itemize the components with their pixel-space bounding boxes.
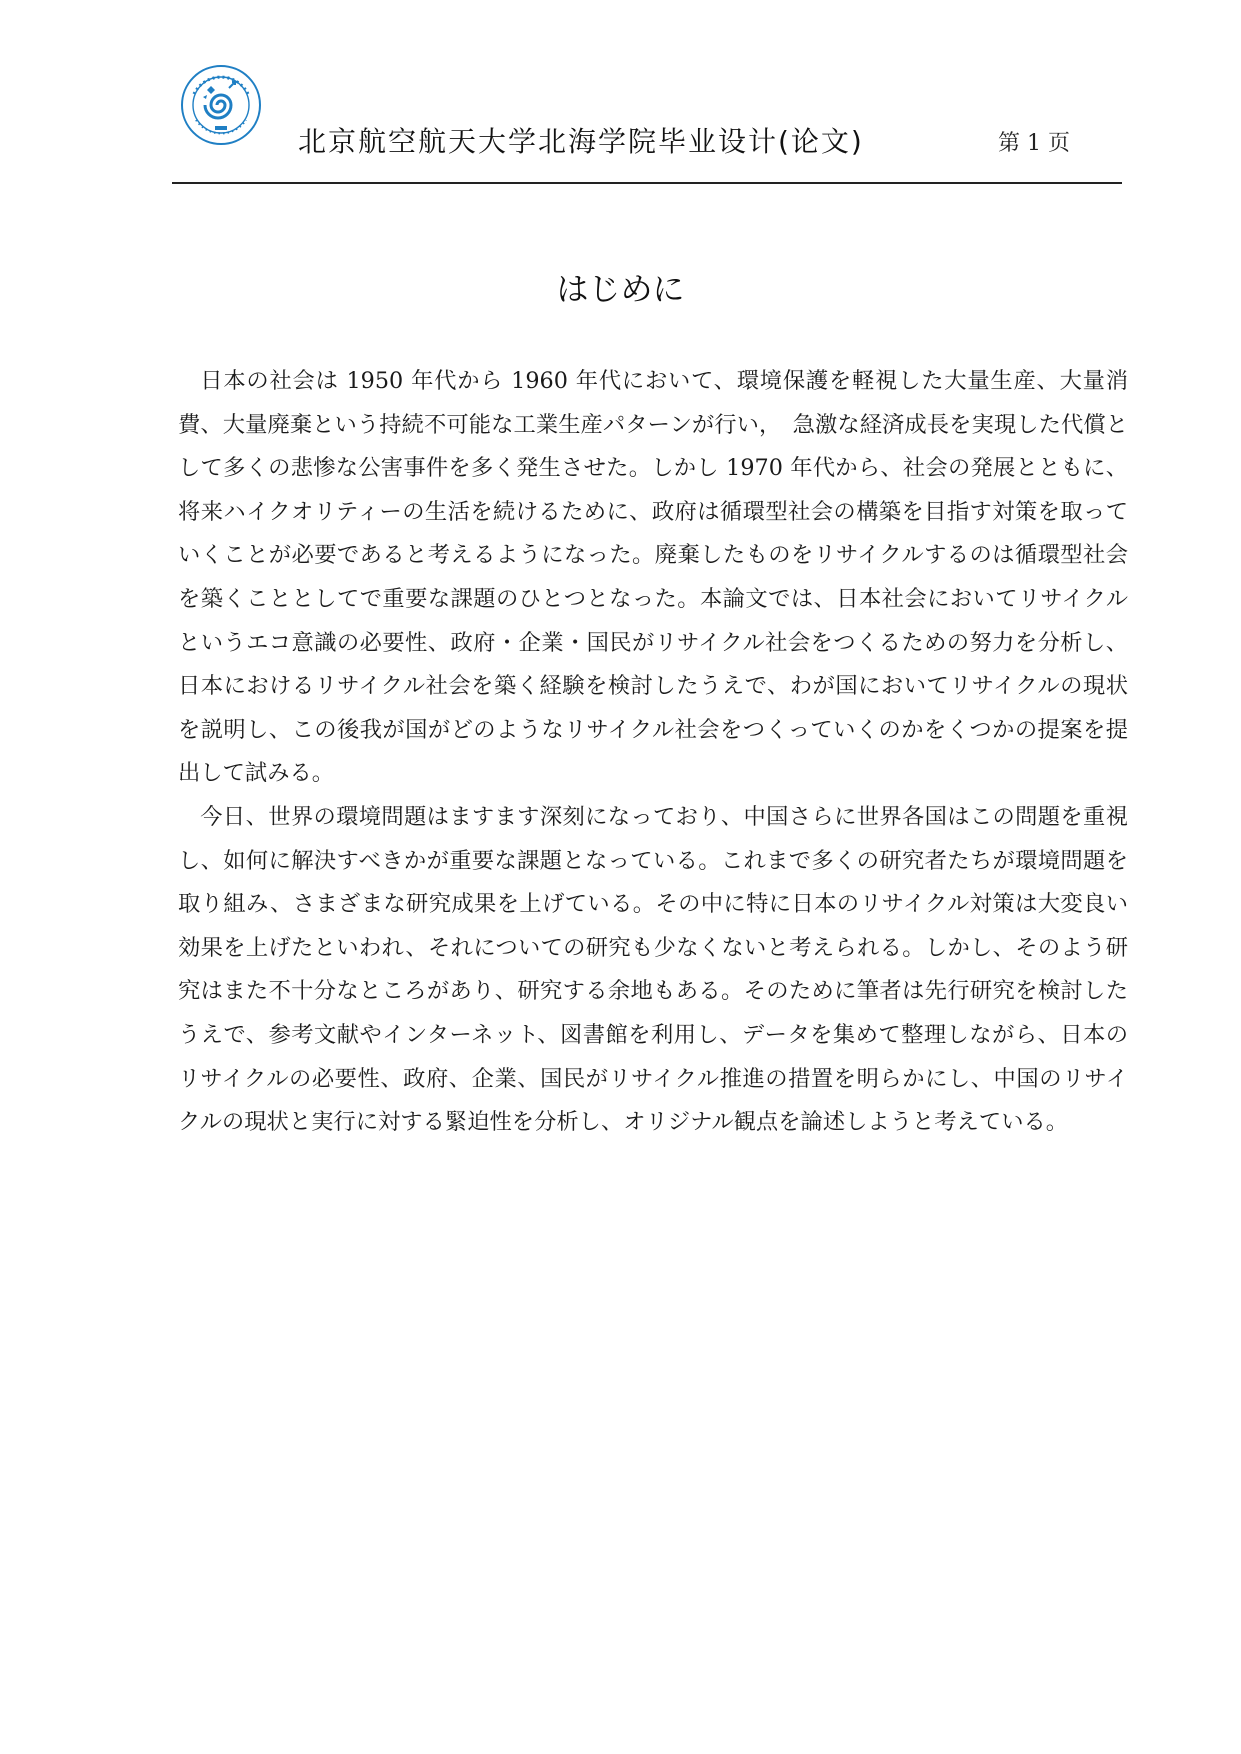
paragraph: 日本の社会は 1950 年代から 1960 年代において、環境保護を軽視した大量生産、大量消費、大量廃棄という持続不可能な工業生産パターンが行い， 急激な経済成長を実現した代償として多くの悲惨な公害事件を多く発生させた。しかし 1970 年代から、社会の発展とともに、将来ハイクオリティーの生活を続けるために、政府は循環型社会の構築を目指す対策を取っていくことが必要であると考えるようになった。廃棄したものをリサイクルするのは循環型社会を築くこととしてで重要な課題のひとつとなった。本論文では、日本社会においてリサイクルというエコ意識の必要性、政府・企業・国民がリサイクル社会をつくるための努力を分析し、日本におけるリサイクル社会を築く経験を検討したうえで、わが国においてリサイクルの現状を説明し、この後我が国がどのようなリサイクル社会をつくっていくのかをくつかの提案を提出して試みる。	[178, 368, 1128, 787]
header-title: 北京航空航天大学北海学院毕业设计(论文)	[298, 125, 864, 158]
page-header	[172, 60, 1122, 184]
page-number: 第 1 页	[998, 131, 1070, 156]
section-title: はじめに	[556, 270, 685, 308]
university-seal-icon	[180, 64, 262, 146]
paragraph: 今日、世界の環境問題はますます深刻になっており、中国さらに世界各国はこの問題を重視し、如何に解決すべきかが重要な課題となっている。これまで多くの研究者たちが環境問題を取り組み、さまざまな研究成果を上げている。その中に特に日本のリサイクル対策は大変良い効果を上げたといわれ、それについての研究も少なくないと考えられる。しかし、そのよう研究はまた不十分なところがあり、研究する余地もある。そのために筆者は先行研究を検討したうえで、参考文献やインターネット、図書館を利用し、データを集めて整理しながら、日本のリサイクルの必要性、政府、企業、国民がリサイクル推進の措置を明らかにし、中国のリサイクルの現状と実行に対する緊迫性を分析し、オリジナル観点を論述しようと考えている。	[178, 803, 1128, 1136]
body-text	[178, 360, 1128, 1145]
